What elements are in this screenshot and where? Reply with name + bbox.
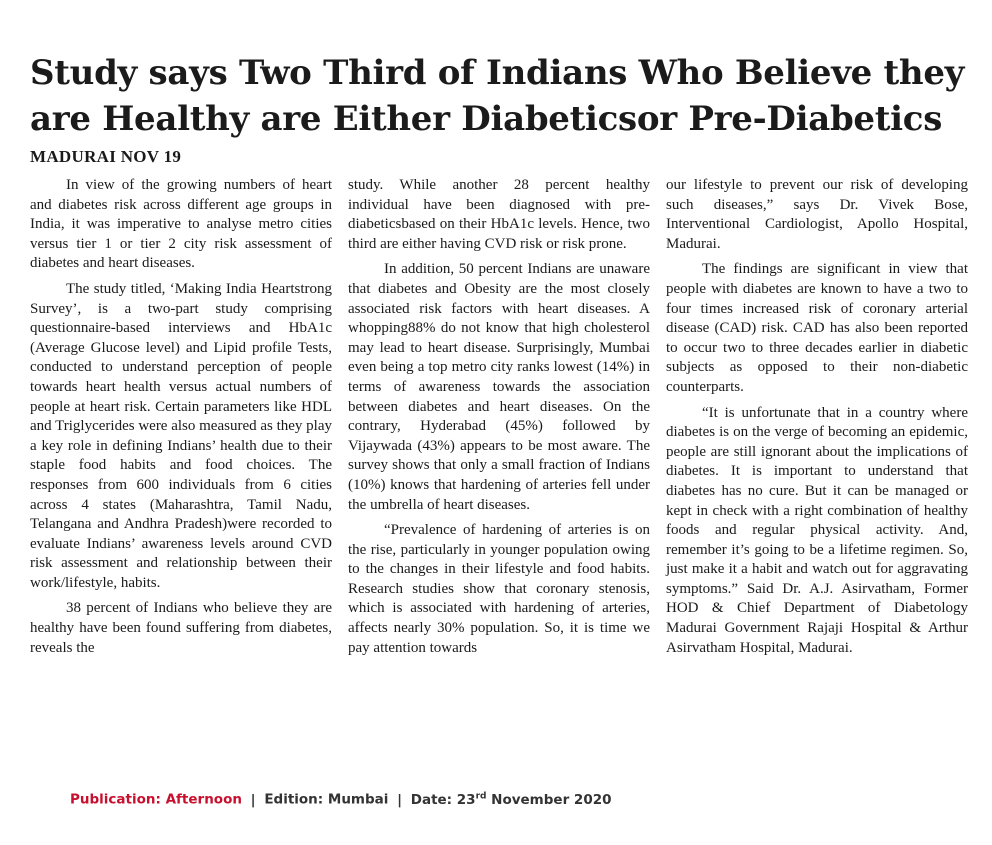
paragraph: study. While another 28 percent healthy individual have been diagnosed with pre-diabeticsbased on their HbA1c levels. Hence, two third are either having CVD risk or risk prone. [348, 177, 650, 252]
headline [30, 50, 970, 142]
date-rest: November 2020 [486, 791, 612, 808]
paragraph: “Prevalence of hardening of arteries is on the rise, particularly in younger population owing to the changes in their lifestyle and food habits. Research studies show that coronary stenosis, which is associated with hardening of arteries, affects nearly 30% population. So, it is time we pay attention towards [348, 522, 650, 656]
publication-footer [70, 791, 612, 808]
date-label [411, 792, 612, 808]
date-prefix: Date: 23 [410, 791, 476, 808]
dateline: MADURAI NOV 19 [30, 147, 182, 166]
edition-label: Edition: Mumbai [264, 791, 389, 808]
paragraph: In view of the growing numbers of heart and diabetes risk across different age groups in India, it was imperative to analyse metro cities versus tier 1 or tier 2 city risk assessment of diabetes and heart diseases. [30, 177, 332, 272]
paragraph: The study titled, ‘Making India Heartstrong Survey’, is a two-part study comprising questionnaire-based interviews and HbA1c (Average Glucose level) and Lipid profile Tests, conducted to understand perception of people towards heart health versus actual numbers of people at heart risk. Certain parameters like HDL and Triglycerides were also measured as they play a key role in defining Indians’ health due to their staple food habits and food choices. The responses from 600 individuals from 6 cities across 4 states (Maharashtra, Tamil Nadu, Telangana and Andhra Pradesh)were recorded to evaluate Indians’ awareness levels around CVD risk assessment and relationship between their work/lifestyle, habits. [30, 280, 332, 591]
date-suffix: rd [475, 791, 487, 801]
separator: | [397, 791, 403, 808]
column-3 [666, 176, 968, 664]
separator: | [250, 791, 256, 808]
paragraph: In addition, 50 percent Indians are unaware that diabetes and Obesity are the most closely associated risk factors with heart diseases. A whopping88% do not know that high cholesterol may lead to heart disease. Surprisingly, Mumbai even being a top metro city ranks lowest (14%) in terms of awareness towards the association between diabetes and heart diseases. On the contrary, Hyderabad (45%) followed by Vijaywada (43%) appears to be most aware. The survey shows that only a small fraction of Indians (10%) knows that hardening of arteries fell under the umbrella of heart diseases. [348, 261, 650, 513]
headline-line-2: are Healthy are Either Diabeticsor Pre-Diabetics [30, 99, 943, 139]
headline-line-1: Study says Two Third of Indians Who Believe they [30, 53, 965, 93]
paragraph: our lifestyle to prevent our risk of developing such diseases,” says Dr. Vivek Bose, Interventional Cardiologist, Apollo Hospital, Madurai. [666, 177, 968, 252]
paragraph: 38 percent of Indians who believe they are healthy have been found suffering from diabetes, reveals the [30, 600, 332, 656]
paragraph: “It is unfortunate that in a country where diabetes is on the verge of becoming an epidemic, people are still ignorant about the implications of diabetes. It is important to understand that diabetes has no cure. But it can be managed or kept in check with a right combination of healthy foods and regular physical activity. And, remember it’s going to be a lifetime regimen. So, just make it a habit and watch out for aggravating symptoms.” Said Dr. A.J. Asirvatham, Former HOD & Chief Department of Diabetology Madurai Government Rajaji Hospital & Arthur Asirvatham Hospital, Madurai. [666, 404, 968, 656]
column-2 [348, 176, 650, 664]
publication-label: Publication: Afternoon [70, 791, 242, 808]
article [30, 50, 970, 656]
paragraph: The findings are significant in view that people with diabetes are known to have a two to four times increased risk of coronary arterial disease (CAD) risk. CAD has also been reported to occur two to three decades earlier in diabetic subjects as opposed to their non-diabetic counterparts. [666, 261, 968, 395]
column-1 [30, 176, 332, 664]
